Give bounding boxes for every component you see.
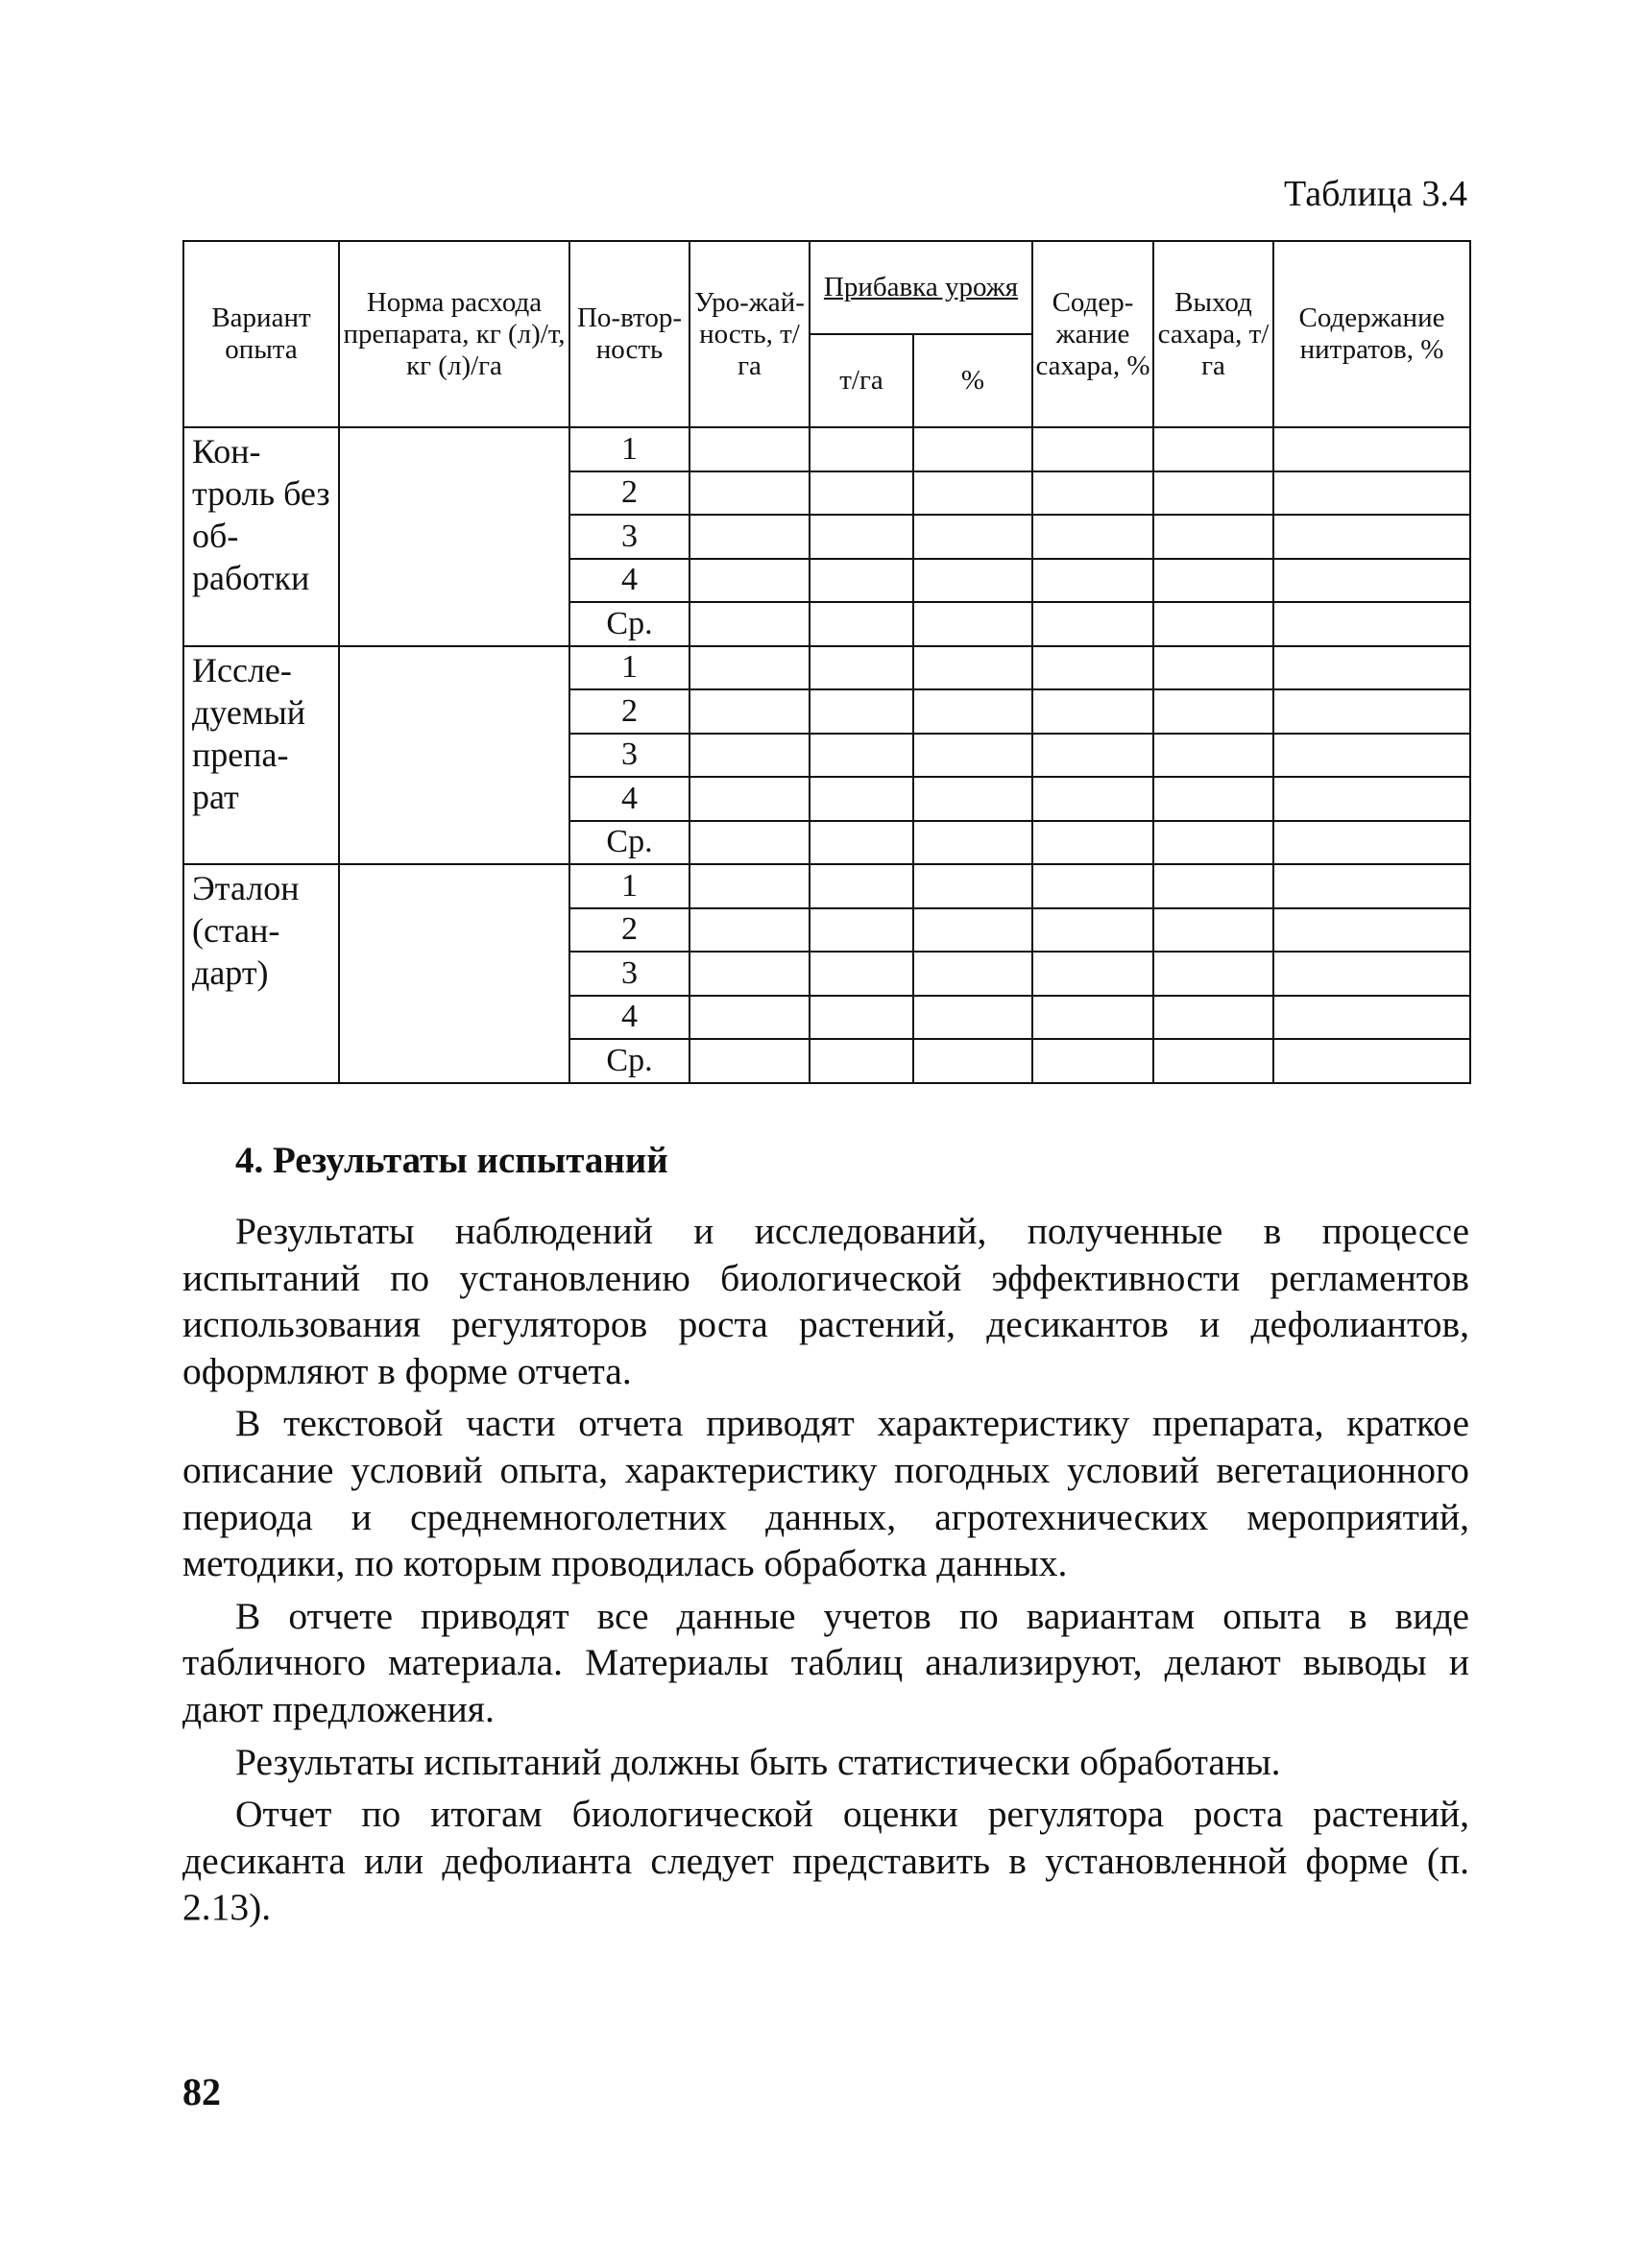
repetition-cell: 2 — [569, 689, 689, 734]
results-table — [182, 240, 1471, 1084]
paragraph: В текстовой части отчета приводят характеристику препарата, краткое описание условий опыта, характеристику погодных условий вегетационного периода и среднемноголетних данных, агротехнических мероприятий, методики, по которым проводилась обработка данных. — [182, 1402, 1469, 1585]
table-caption: Таблица 3.4 — [1283, 174, 1467, 214]
repetition-cell: Ср. — [569, 602, 689, 646]
repetition-cell: 2 — [569, 908, 689, 953]
variant-cell: Эталон (стан-дарт) — [183, 864, 339, 1083]
variant-cell: Иссле-дуемый препа-рат — [183, 646, 339, 865]
norm-cell — [339, 646, 569, 865]
section-heading: 4. Результаты испытаний — [235, 1140, 668, 1181]
repetition-cell: 4 — [569, 559, 689, 603]
page-number: 82 — [182, 2070, 221, 2113]
repetition-cell: 1 — [569, 864, 689, 908]
repetition-cell: 1 — [569, 646, 689, 690]
header-increase-pct: % — [913, 334, 1032, 427]
repetition-cell: 4 — [569, 996, 689, 1040]
header-yield: Уро-жай-ность, т/га — [689, 241, 810, 427]
header-nitrates: Содержание нитратов, % — [1273, 241, 1470, 427]
repetition-cell: 3 — [569, 515, 689, 559]
repetition-cell: Ср. — [569, 1039, 689, 1083]
table-row — [183, 427, 1470, 471]
repetition-cell: 2 — [569, 471, 689, 516]
variant-cell: Кон-троль без об-работки — [183, 427, 339, 646]
header-repetition: По-втор-ность — [569, 241, 689, 427]
header-sugar-yield: Выход сахара, т/га — [1153, 241, 1273, 427]
paragraph: Отчет по итогам биологической оценки регулятора роста растений, десиканта или дефолианта следует представить в установленной форме (п. 2.13). — [182, 1793, 1469, 1929]
repetition-cell: Ср. — [569, 821, 689, 865]
header-sugar-content: Содер-жание сахара, % — [1032, 241, 1153, 427]
header-norm: Норма расхода препарата, кг (л)/т, кг (л)/га — [339, 241, 569, 427]
header-increase — [810, 241, 1032, 334]
repetition-cell: 4 — [569, 777, 689, 821]
header-variant: Вариант опыта — [183, 241, 339, 427]
repetition-cell: 3 — [569, 952, 689, 996]
table-row — [183, 646, 1470, 690]
paragraph: Результаты наблюдений и исследований, полученные в процессе испытаний по установлению биологической эффективности регламентов использования регуляторов роста растений, десикантов и дефолиантов, оформляют в форме отчета. — [182, 1210, 1469, 1392]
repetition-cell: 3 — [569, 734, 689, 778]
repetition-cell: 1 — [569, 427, 689, 471]
norm-cell — [339, 427, 569, 646]
norm-cell — [339, 864, 569, 1083]
paragraph: Результаты испытаний должны быть статистически обработаны. — [235, 1740, 1281, 1783]
table-row — [183, 864, 1470, 908]
header-increase-label: Прибавка урожя — [823, 272, 1019, 302]
section-body — [182, 1208, 1469, 1937]
paragraph: В отчете приводят все данные учетов по вариантам опыта в виде табличного материала. Материалы таблиц анализируют, делают выводы и дают предложения. — [182, 1594, 1469, 1730]
header-increase-t: т/га — [810, 334, 913, 427]
